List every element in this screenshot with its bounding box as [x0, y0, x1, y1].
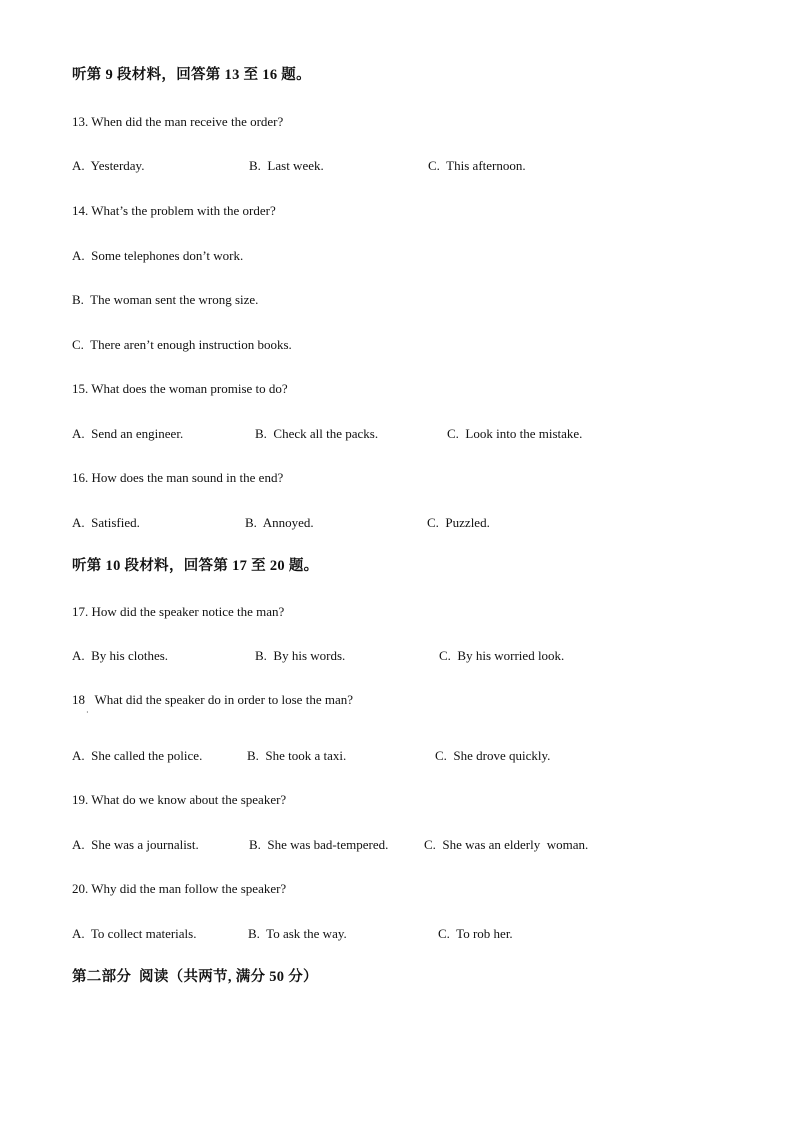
q20-option-c: C. To rob her.	[438, 926, 513, 941]
question-16: 16. How does the man sound in the end?	[72, 470, 284, 485]
q16-option-b: B. Annoyed.	[245, 515, 314, 530]
q13-option-c: C. This afternoon.	[428, 158, 526, 173]
q15-option-b: B. Check all the packs.	[255, 426, 379, 441]
section10-heading: 听第 10 段材料，回答第 17 至 20 题。	[72, 558, 319, 574]
q19-option-b: B. She was bad-tempered.	[249, 837, 389, 852]
q15-option-c: C. Look into the mistake.	[447, 426, 583, 441]
q19-option-a: A. She was a journalist.	[72, 837, 199, 852]
question-19: 19. What do we know about the speaker?	[72, 792, 287, 807]
q19-option-c: C. She was an elderly woman.	[424, 837, 589, 852]
question-15: 15. What does the woman promise to do?	[72, 381, 288, 396]
stray-dot: ·	[86, 708, 89, 717]
q20-option-a: A. To collect materials.	[72, 926, 197, 941]
question-18: 18 What did the speaker do in order to lose the man?	[72, 692, 353, 707]
q14-option-c: C. There aren’t enough instruction books.	[72, 337, 292, 352]
q18-option-b: B. She took a taxi.	[247, 748, 347, 763]
part2-heading: 第二部分 阅读（共两节, 满分 50 分）	[72, 969, 318, 985]
q18-option-c: C. She drove quickly.	[435, 748, 551, 763]
q16-option-c: C. Puzzled.	[427, 515, 490, 530]
question-20: 20. Why did the man follow the speaker?	[72, 881, 287, 896]
q14-option-b: B. The woman sent the wrong size.	[72, 292, 259, 307]
question-14: 14. What’s the problem with the order?	[72, 203, 276, 218]
q18-option-a: A. She called the police.	[72, 748, 203, 763]
q17-option-b: B. By his words.	[255, 648, 346, 663]
question-17: 17. How did the speaker notice the man?	[72, 604, 285, 619]
q13-option-a: A. Yesterday.	[72, 158, 145, 173]
q15-option-a: A. Send an engineer.	[72, 426, 184, 441]
q14-option-a: A. Some telephones don’t work.	[72, 248, 244, 263]
q20-option-b: B. To ask the way.	[248, 926, 347, 941]
q17-option-c: C. By his worried look.	[439, 648, 565, 663]
q16-option-a: A. Satisfied.	[72, 515, 140, 530]
section9-heading: 听第 9 段材料，回答第 13 至 16 题。	[72, 67, 311, 83]
q17-option-a: A. By his clothes.	[72, 648, 169, 663]
question-13: 13. When did the man receive the order?	[72, 114, 284, 129]
q13-option-b: B. Last week.	[249, 158, 324, 173]
